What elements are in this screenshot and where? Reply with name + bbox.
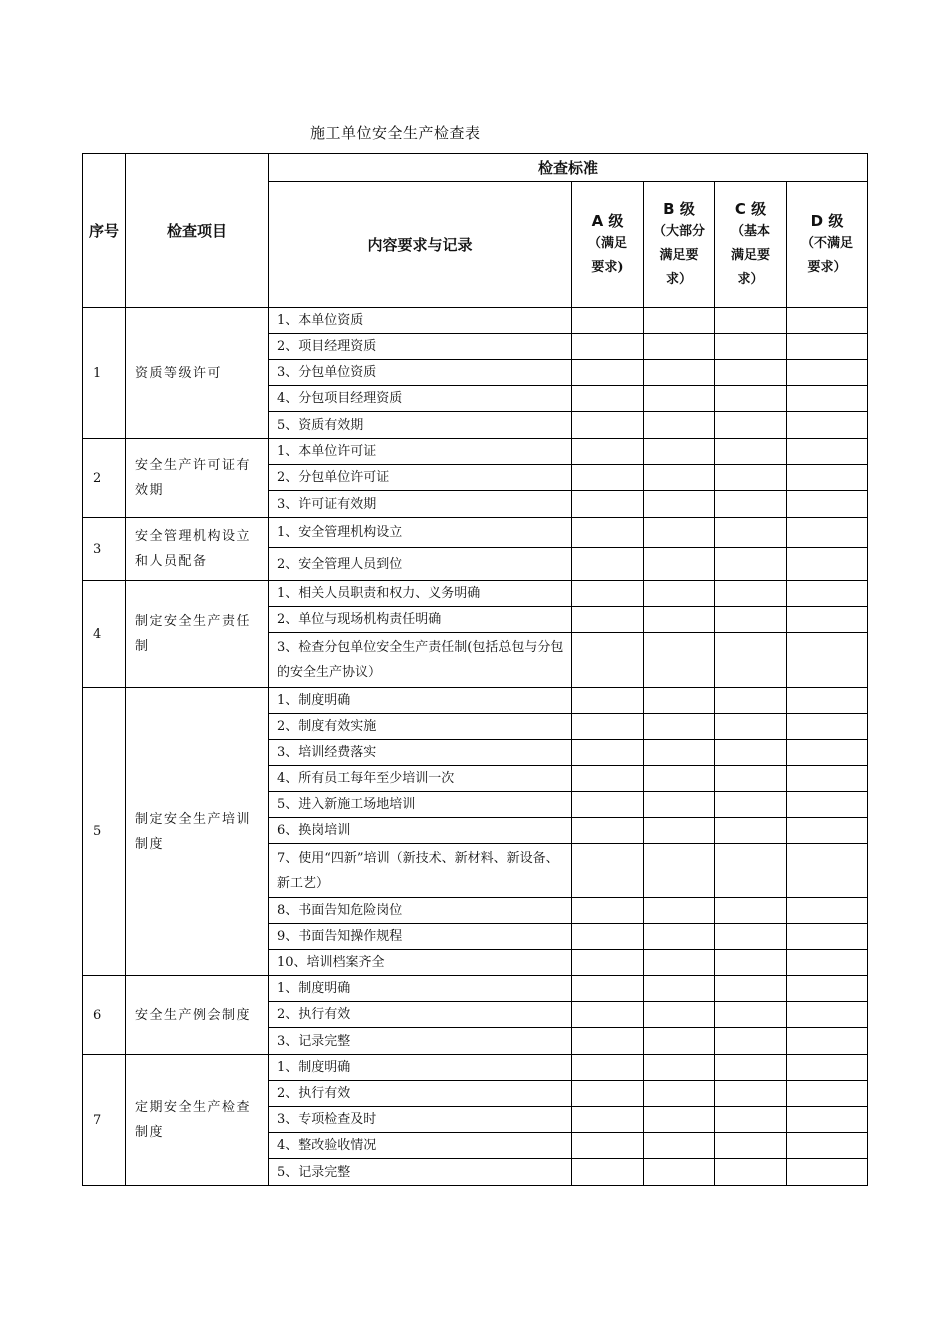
grade-b-cell[interactable] bbox=[644, 518, 715, 548]
grade-b-cell[interactable] bbox=[644, 1028, 715, 1055]
grade-d-cell[interactable] bbox=[787, 465, 868, 491]
table-row bbox=[83, 518, 868, 548]
page-title: 施工单位安全生产检查表 bbox=[310, 124, 481, 142]
grade-b-cell[interactable] bbox=[644, 1107, 715, 1133]
grade-d-cell[interactable] bbox=[787, 633, 868, 688]
section-item: 安全生产许可证有效期 bbox=[126, 439, 269, 518]
grade-c-cell[interactable] bbox=[715, 740, 787, 766]
grade-a-cell[interactable] bbox=[572, 688, 644, 714]
grade-a-cell[interactable] bbox=[572, 1028, 644, 1055]
grade-c-cell[interactable] bbox=[715, 1159, 787, 1186]
requirement-cell: 1、制度明确 bbox=[269, 1055, 572, 1081]
requirement-cell: 10、培训档案齐全 bbox=[269, 950, 572, 976]
grade-b-cell[interactable] bbox=[644, 740, 715, 766]
grade-d-cell[interactable] bbox=[787, 792, 868, 818]
table-row bbox=[83, 308, 868, 334]
section-item: 定期安全生产检查制度 bbox=[126, 1055, 269, 1186]
grade-a-cell[interactable] bbox=[572, 1159, 644, 1186]
grade-d-cell[interactable] bbox=[787, 1028, 868, 1055]
grade-d-desc: （不满足要求） bbox=[800, 235, 853, 275]
grade-a-cell[interactable] bbox=[572, 766, 644, 792]
grade-c-cell[interactable] bbox=[715, 412, 787, 439]
requirement-cell: 6、换岗培训 bbox=[269, 818, 572, 844]
section-seq: 2 bbox=[83, 439, 126, 518]
table-row bbox=[83, 581, 868, 607]
grade-a-cell[interactable] bbox=[572, 792, 644, 818]
grade-d-cell[interactable] bbox=[787, 548, 868, 581]
grade-d-cell[interactable] bbox=[787, 898, 868, 924]
grade-d-cell[interactable] bbox=[787, 924, 868, 950]
section-seq: 6 bbox=[83, 976, 126, 1055]
requirement-cell: 2、分包单位许可证 bbox=[269, 465, 572, 491]
grade-b-cell[interactable] bbox=[644, 688, 715, 714]
header-grade-c bbox=[715, 182, 787, 308]
grade-a-cell[interactable] bbox=[572, 714, 644, 740]
section-seq: 1 bbox=[83, 308, 126, 439]
grade-c-cell[interactable] bbox=[715, 714, 787, 740]
requirement-cell: 3、许可证有效期 bbox=[269, 491, 572, 518]
grade-c-cell[interactable] bbox=[715, 1002, 787, 1028]
requirement-cell: 5、进入新施工场地培训 bbox=[269, 792, 572, 818]
grade-d-cell[interactable] bbox=[787, 491, 868, 518]
grade-b-cell[interactable] bbox=[644, 844, 715, 898]
grade-b-cell[interactable] bbox=[644, 714, 715, 740]
grade-a-cell[interactable] bbox=[572, 950, 644, 976]
table-row bbox=[83, 688, 868, 714]
grade-d-cell[interactable] bbox=[787, 581, 868, 607]
requirement-cell: 1、本单位资质 bbox=[269, 308, 572, 334]
grade-b-cell[interactable] bbox=[644, 439, 715, 465]
grade-a-cell[interactable] bbox=[572, 607, 644, 633]
requirement-cell: 3、培训经费落实 bbox=[269, 740, 572, 766]
grade-a-cell[interactable] bbox=[572, 360, 644, 386]
grade-b-cell[interactable] bbox=[644, 1159, 715, 1186]
grade-b-cell[interactable] bbox=[644, 976, 715, 1002]
grade-b-cell[interactable] bbox=[644, 950, 715, 976]
grade-a-cell[interactable] bbox=[572, 1133, 644, 1159]
grade-a-cell[interactable] bbox=[572, 548, 644, 581]
grade-b-cell[interactable] bbox=[644, 465, 715, 491]
grade-d-cell[interactable] bbox=[787, 1159, 868, 1186]
grade-a-cell[interactable] bbox=[572, 334, 644, 360]
requirement-cell: 4、分包项目经理资质 bbox=[269, 386, 572, 412]
grade-c-cell[interactable] bbox=[715, 1107, 787, 1133]
header-grade-d bbox=[787, 182, 868, 308]
grade-d-cell[interactable] bbox=[787, 740, 868, 766]
requirement-cell: 5、记录完整 bbox=[269, 1159, 572, 1186]
requirement-cell: 1、相关人员职责和权力、义务明确 bbox=[269, 581, 572, 607]
header-grade-b bbox=[644, 182, 715, 308]
grade-b-cell[interactable] bbox=[644, 334, 715, 360]
grade-a-cell[interactable] bbox=[572, 898, 644, 924]
grade-a-cell[interactable] bbox=[572, 412, 644, 439]
header-grade-a bbox=[572, 182, 644, 308]
grade-d-cell[interactable] bbox=[787, 386, 868, 412]
grade-d-cell[interactable] bbox=[787, 1107, 868, 1133]
grade-c-cell[interactable] bbox=[715, 1081, 787, 1107]
section-item: 制定安全生产责任制 bbox=[126, 581, 269, 688]
section-item: 安全管理机构设立和人员配备 bbox=[126, 518, 269, 581]
grade-a-cell[interactable] bbox=[572, 740, 644, 766]
grade-d-cell[interactable] bbox=[787, 1133, 868, 1159]
grade-a-cell[interactable] bbox=[572, 976, 644, 1002]
grade-b-cell[interactable] bbox=[644, 1002, 715, 1028]
grade-a-cell[interactable] bbox=[572, 924, 644, 950]
grade-a-cell[interactable] bbox=[572, 518, 644, 548]
grade-b-cell[interactable] bbox=[644, 1133, 715, 1159]
requirement-cell: 2、项目经理资质 bbox=[269, 334, 572, 360]
requirement-cell: 9、书面告知操作规程 bbox=[269, 924, 572, 950]
requirement-cell: 2、执行有效 bbox=[269, 1002, 572, 1028]
grade-d-cell[interactable] bbox=[787, 818, 868, 844]
section-seq: 7 bbox=[83, 1055, 126, 1186]
section-seq: 5 bbox=[83, 688, 126, 976]
grade-a-desc: （满足要求) bbox=[587, 235, 627, 275]
grade-d-cell[interactable] bbox=[787, 844, 868, 898]
grade-a-cell[interactable] bbox=[572, 1081, 644, 1107]
grade-c-cell[interactable] bbox=[715, 844, 787, 898]
grade-b-cell[interactable] bbox=[644, 607, 715, 633]
grade-c-cell[interactable] bbox=[715, 386, 787, 412]
table-row bbox=[83, 439, 868, 465]
grade-a-cell[interactable] bbox=[572, 308, 644, 334]
requirement-cell: 2、安全管理人员到位 bbox=[269, 548, 572, 581]
grade-b-cell[interactable] bbox=[644, 818, 715, 844]
header-seq: 序号 bbox=[83, 154, 126, 308]
requirement-cell: 1、制度明确 bbox=[269, 976, 572, 1002]
requirement-cell: 8、书面告知危险岗位 bbox=[269, 898, 572, 924]
grade-c-cell[interactable] bbox=[715, 518, 787, 548]
grade-a-cell[interactable] bbox=[572, 1107, 644, 1133]
header-content: 内容要求与记录 bbox=[269, 182, 572, 308]
grade-b-cell[interactable] bbox=[644, 792, 715, 818]
grade-b-letter: B 级 bbox=[663, 199, 695, 218]
grade-c-cell[interactable] bbox=[715, 924, 787, 950]
grade-b-cell[interactable] bbox=[644, 491, 715, 518]
grade-c-cell[interactable] bbox=[715, 1055, 787, 1081]
grade-b-cell[interactable] bbox=[644, 308, 715, 334]
grade-d-letter: D 级 bbox=[810, 211, 844, 230]
grade-b-cell[interactable] bbox=[644, 1055, 715, 1081]
requirement-cell: 3、专项检查及时 bbox=[269, 1107, 572, 1133]
requirement-cell: 5、资质有效期 bbox=[269, 412, 572, 439]
grade-d-cell[interactable] bbox=[787, 334, 868, 360]
grade-a-cell[interactable] bbox=[572, 465, 644, 491]
grade-a-letter: A 级 bbox=[591, 211, 624, 230]
grade-c-cell[interactable] bbox=[715, 1028, 787, 1055]
grade-d-cell[interactable] bbox=[787, 766, 868, 792]
requirement-cell: 2、单位与现场机构责任明确 bbox=[269, 607, 572, 633]
section-seq: 3 bbox=[83, 518, 126, 581]
grade-c-cell[interactable] bbox=[715, 950, 787, 976]
grade-b-cell[interactable] bbox=[644, 766, 715, 792]
grade-c-cell[interactable] bbox=[715, 1133, 787, 1159]
requirement-cell: 3、检查分包单位安全生产责任制(包括总包与分包的安全生产协议） bbox=[269, 633, 572, 688]
requirement-cell: 2、制度有效实施 bbox=[269, 714, 572, 740]
requirement-cell: 4、所有员工每年至少培训一次 bbox=[269, 766, 572, 792]
requirement-cell: 3、分包单位资质 bbox=[269, 360, 572, 386]
requirement-cell: 7、使用“四新”培训（新技术、新材料、新设备、新工艺） bbox=[269, 844, 572, 898]
grade-c-cell[interactable] bbox=[715, 334, 787, 360]
grade-a-cell[interactable] bbox=[572, 386, 644, 412]
grade-c-letter: C 级 bbox=[734, 199, 767, 218]
grade-d-cell[interactable] bbox=[787, 412, 868, 439]
grade-c-cell[interactable] bbox=[715, 688, 787, 714]
grade-c-cell[interactable] bbox=[715, 581, 787, 607]
requirement-cell: 1、安全管理机构设立 bbox=[269, 518, 572, 548]
requirement-cell: 2、执行有效 bbox=[269, 1081, 572, 1107]
grade-a-cell[interactable] bbox=[572, 491, 644, 518]
header-standard: 检查标准 bbox=[269, 154, 868, 182]
grade-b-cell[interactable] bbox=[644, 360, 715, 386]
grade-a-cell[interactable] bbox=[572, 581, 644, 607]
grade-c-cell[interactable] bbox=[715, 439, 787, 465]
grade-c-cell[interactable] bbox=[715, 633, 787, 688]
grade-b-desc: （大部分满足要求） bbox=[653, 223, 706, 287]
grade-c-cell[interactable] bbox=[715, 898, 787, 924]
grade-b-cell[interactable] bbox=[644, 1081, 715, 1107]
requirement-cell: 1、本单位许可证 bbox=[269, 439, 572, 465]
grade-a-cell[interactable] bbox=[572, 818, 644, 844]
table-row bbox=[83, 976, 868, 1002]
grade-d-cell[interactable] bbox=[787, 518, 868, 548]
grade-d-cell[interactable] bbox=[787, 439, 868, 465]
grade-b-cell[interactable] bbox=[644, 924, 715, 950]
requirement-cell: 1、制度明确 bbox=[269, 688, 572, 714]
grade-a-cell[interactable] bbox=[572, 1002, 644, 1028]
grade-b-cell[interactable] bbox=[644, 633, 715, 688]
section-item: 资质等级许可 bbox=[126, 308, 269, 439]
header-item: 检查项目 bbox=[126, 154, 269, 308]
grade-c-cell[interactable] bbox=[715, 766, 787, 792]
grade-c-cell[interactable] bbox=[715, 491, 787, 518]
grade-d-cell[interactable] bbox=[787, 976, 868, 1002]
grade-d-cell[interactable] bbox=[787, 714, 868, 740]
grade-d-cell[interactable] bbox=[787, 1055, 868, 1081]
grade-b-cell[interactable] bbox=[644, 412, 715, 439]
inspection-table bbox=[82, 153, 868, 1186]
table-body bbox=[83, 308, 868, 1186]
grade-c-cell[interactable] bbox=[715, 818, 787, 844]
grade-b-cell[interactable] bbox=[644, 581, 715, 607]
section-seq: 4 bbox=[83, 581, 126, 688]
table-header bbox=[83, 154, 868, 308]
grade-c-desc: （基本满足要求） bbox=[730, 223, 770, 287]
grade-d-cell[interactable] bbox=[787, 950, 868, 976]
grade-c-cell[interactable] bbox=[715, 548, 787, 581]
grade-c-cell[interactable] bbox=[715, 607, 787, 633]
grade-a-cell[interactable] bbox=[572, 844, 644, 898]
grade-d-cell[interactable] bbox=[787, 308, 868, 334]
grade-d-cell[interactable] bbox=[787, 1002, 868, 1028]
requirement-cell: 4、整改验收情况 bbox=[269, 1133, 572, 1159]
grade-a-cell[interactable] bbox=[572, 439, 644, 465]
grade-d-cell[interactable] bbox=[787, 688, 868, 714]
grade-c-cell[interactable] bbox=[715, 792, 787, 818]
grade-a-cell[interactable] bbox=[572, 633, 644, 688]
grade-c-cell[interactable] bbox=[715, 465, 787, 491]
section-item: 安全生产例会制度 bbox=[126, 976, 269, 1055]
grade-a-cell[interactable] bbox=[572, 1055, 644, 1081]
grade-b-cell[interactable] bbox=[644, 548, 715, 581]
grade-c-cell[interactable] bbox=[715, 360, 787, 386]
grade-c-cell[interactable] bbox=[715, 308, 787, 334]
section-item: 制定安全生产培训制度 bbox=[126, 688, 269, 976]
grade-b-cell[interactable] bbox=[644, 386, 715, 412]
requirement-cell: 3、记录完整 bbox=[269, 1028, 572, 1055]
table-row bbox=[83, 1055, 868, 1081]
grade-d-cell[interactable] bbox=[787, 360, 868, 386]
grade-d-cell[interactable] bbox=[787, 607, 868, 633]
grade-d-cell[interactable] bbox=[787, 1081, 868, 1107]
grade-b-cell[interactable] bbox=[644, 898, 715, 924]
grade-c-cell[interactable] bbox=[715, 976, 787, 1002]
